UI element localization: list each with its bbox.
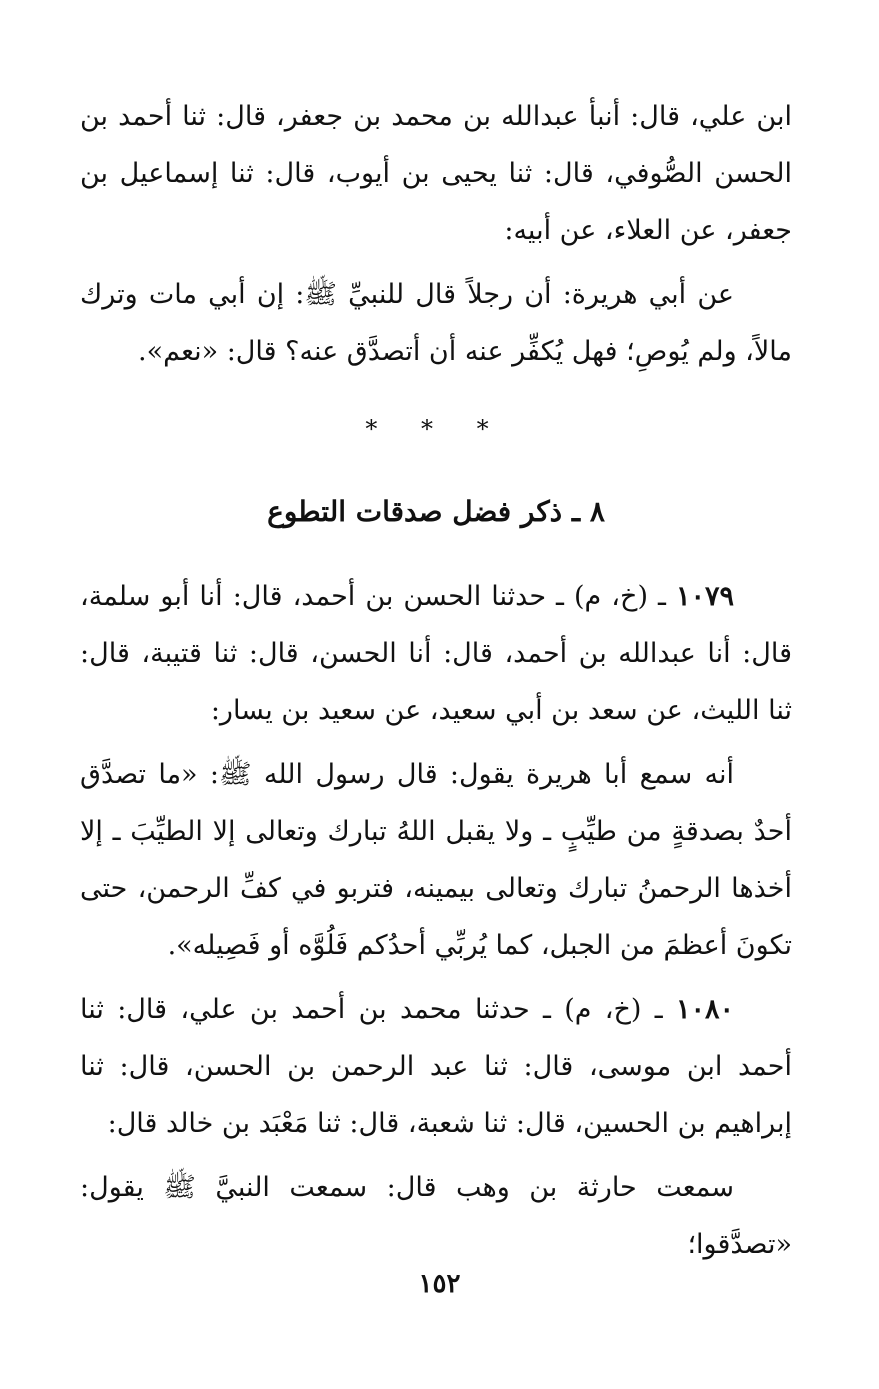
hadith-1080-isnad xyxy=(80,981,792,1152)
page-body xyxy=(80,88,792,1273)
hadith-number: ١٠٧٩ xyxy=(675,581,734,612)
hadith-1079-isnad xyxy=(80,568,792,739)
intro-isnad: ابن علي، قال: أنبأ عبدالله بن محمد بن جعفر، قال: ثنا أحمد بن الحسن الصُّوفي، قال: ثنا يحيى بن أيوب، قال: ثنا إسماعيل بن جعفر، عن العلاء، عن أبيه: xyxy=(80,101,792,246)
page-number: ١٥٢ xyxy=(418,1269,461,1299)
section-heading: ٨ ـ ذكر فضل صدقات التطوع xyxy=(267,495,605,528)
section-separator: * * * xyxy=(365,415,507,443)
hadith-1079-matn: أنه سمع أبا هريرة يقول: قال رسول الله ﷺ: «ما تصدَّق أحدٌ بصدقةٍ من طيِّبٍ ـ ولا يقبل اللهُ تبارك وتعالى إلا الطيِّبَ ـ إلا أخذها الرحمنُ تبارك وتعالى بيمينه، فتربو في كفِّ الرحمن، حتى تكونَ أعظمَ من الجبل، كما يُربِّي أحدُكم فَلُوَّه أو فَصِيله». xyxy=(80,759,792,961)
hadith-isnad-text: ـ (خ، م) ـ حدثنا محمد بن أحمد بن علي، قال: ثنا أحمد ابن موسى، قال: ثنا عبد الرحمن بن الحسن، قال: ثنا إبراهيم بن الحسين، قال: ثنا شعبة، قال: ثنا مَعْبَد بن خالد قال: xyxy=(80,994,792,1139)
hadith-1080-matn: سمعت حارثة بن وهب قال: سمعت النبيَّ ﷺ يقول: «تصدَّقوا؛ xyxy=(80,1172,792,1260)
hadith-number: ١٠٨٠ xyxy=(675,994,734,1025)
intro-matn: عن أبي هريرة: أن رجلاً قال للنبيِّ ﷺ: إن أبي مات وترك مالاً، ولم يُوصِ؛ فهل يُكفِّر عنه أن أتصدَّق عنه؟ قال: «نعم». xyxy=(80,279,792,367)
hadith-isnad-text: ـ (خ، م) ـ حدثنا الحسن بن أحمد، قال: أنا أبو سلمة، قال: أنا عبدالله بن أحمد، قال: أنا الحسن، قال: ثنا قتيبة، قال: ثنا الليث، عن سعد بن أبي سعيد، عن سعيد بن يسار: xyxy=(80,581,792,726)
